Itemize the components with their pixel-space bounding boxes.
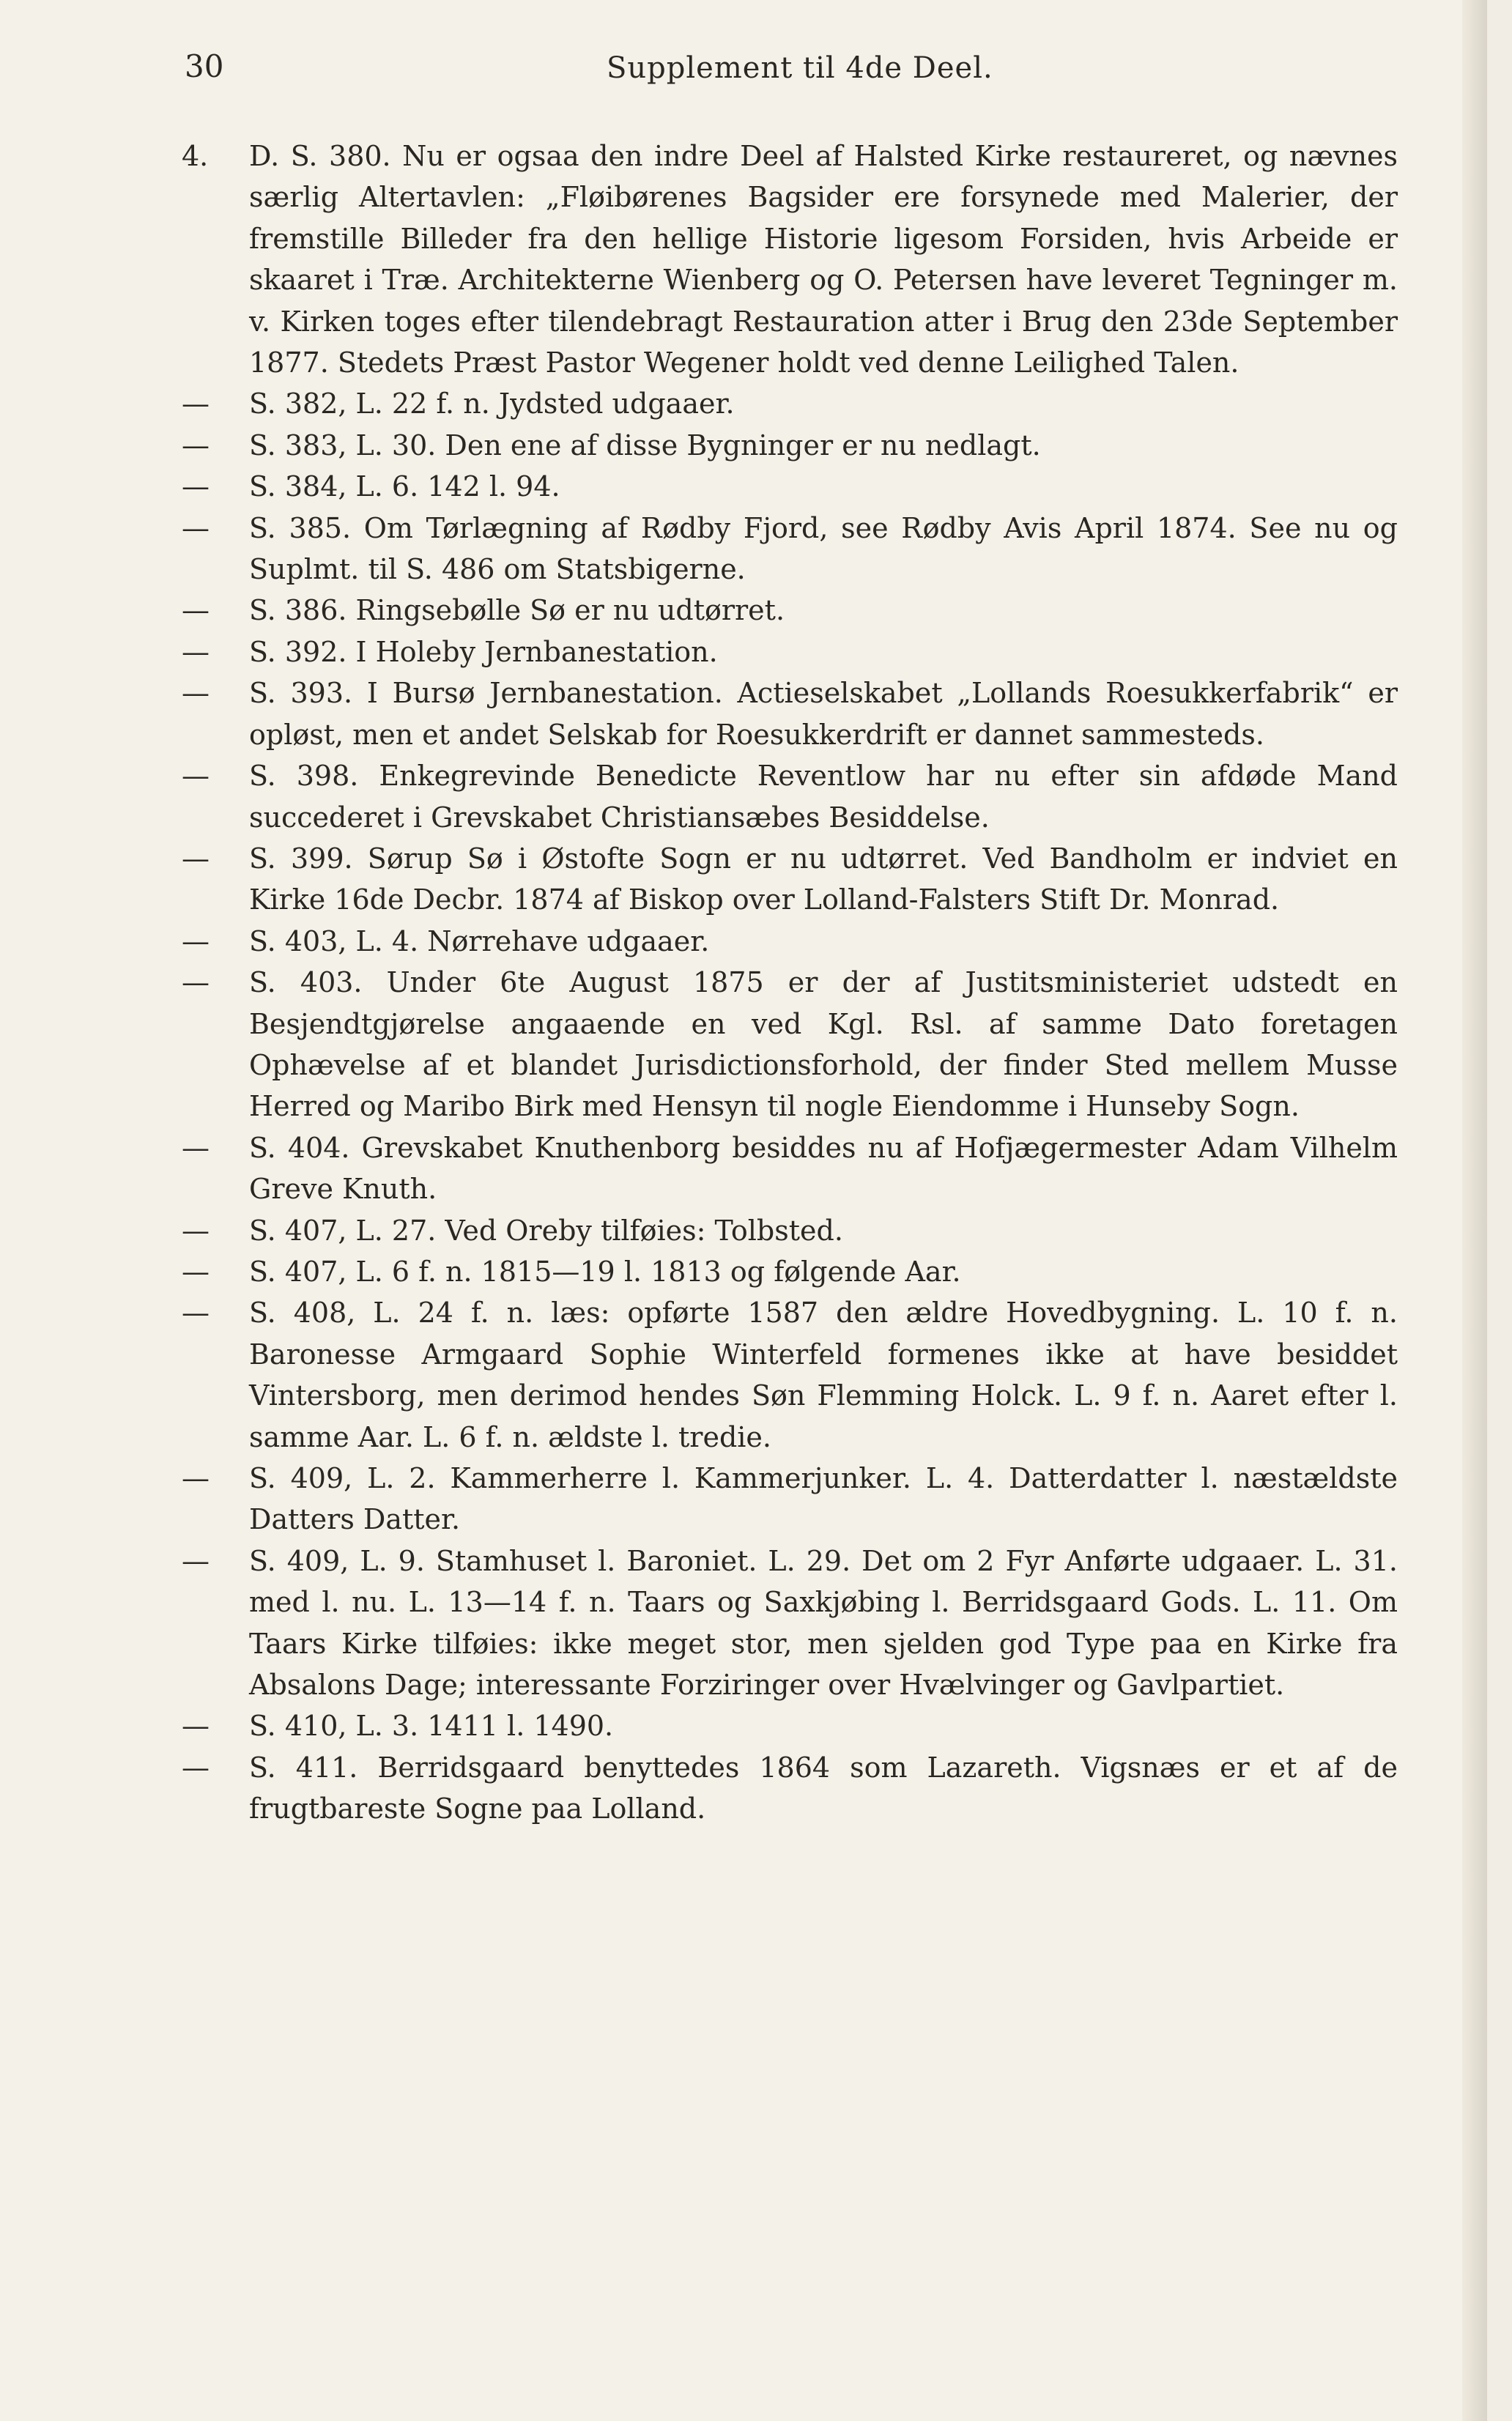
list-item [182, 1705, 1398, 1746]
entry-marker: — [182, 1710, 210, 1743]
list-item [182, 590, 1398, 631]
entry-marker: — [182, 1255, 210, 1288]
entry-text: S. 386. Ringsebølle Sø er nu udtørret. [249, 594, 785, 627]
list-item [182, 466, 1398, 507]
list-item [182, 672, 1398, 755]
entry-text: S. 393. I Bursø Jernbanestation. Actieselskabet „Lollands Roesukkerfabrik“ er opløst, men et andet Selskab for Roesukkerdrift er dannet sammesteds. [249, 677, 1398, 751]
entry-marker: — [182, 388, 210, 420]
entry-marker: — [182, 924, 210, 957]
list-item [182, 1747, 1398, 1830]
entry-text: S. 404. Grevskabet Knuthenborg besiddes nu af Hofjægermester Adam Vilhelm Greve Knuth. [249, 1131, 1398, 1206]
entry-text: S. 383, L. 30. Den ene af disse Bygninger er nu nedlagt. [249, 429, 1041, 461]
entry-marker: — [182, 1751, 210, 1784]
entry-text: S. 409, L. 2. Kammerherre l. Kammerjunker. L. 4. Datterdatter l. næstældste Datters Datter. [249, 1462, 1398, 1536]
entry-marker: — [182, 429, 210, 461]
list-item [182, 838, 1398, 921]
entry-marker: — [182, 511, 210, 544]
entry-text: S. 411. Berridsgaard benyttedes 1864 som Lazareth. Vigsnæs er et af de frugtbareste Sogne paa Lolland. [249, 1751, 1398, 1825]
entry-text: S. 407, L. 27. Ved Oreby tilføies: Tolbsted. [249, 1214, 843, 1247]
entry-marker: 4. [182, 140, 209, 172]
entry-text: S. 410, L. 3. 1411 l. 1490. [249, 1710, 614, 1743]
entry-text: S. 403. Under 6te August 1875 er der af Justitsministeriet udstedt en Besjendtgjørelse angaaende en ved Kgl. Rsl. af samme Dato foretagen Ophævelse af et blandet Jurisdictionsforhold, der finder Sted mellem Musse Herred og Maribo Birk med Hensyn til nogle Eiendomme i Hunseby Sogn. [249, 966, 1398, 1123]
entry-marker: — [182, 635, 210, 668]
entry-marker: — [182, 677, 210, 710]
running-head: Supplement til 4de Deel. [607, 51, 993, 85]
list-item [182, 1292, 1398, 1458]
entry-text: S. 385. Om Tørlægning af Rødby Fjord, see Rødby Avis April 1874. See nu og Suplmt. til S. 486 om Statsbigerne. [249, 511, 1398, 586]
entry-text: S. 407, L. 6 f. n. 1815—19 l. 1813 og følgende Aar. [249, 1255, 961, 1288]
list-item [182, 1127, 1398, 1210]
entry-marker: — [182, 760, 210, 793]
list-item [182, 425, 1398, 466]
list-item [182, 1541, 1398, 1706]
list-item [182, 136, 1398, 383]
list-item [182, 631, 1398, 672]
page-number: 30 [185, 48, 224, 84]
entry-text: S. 392. I Holeby Jernbanestation. [249, 635, 718, 668]
entry-marker: — [182, 470, 210, 503]
page-edge [1462, 0, 1487, 2421]
entry-marker: — [182, 1214, 210, 1247]
entry-text: S. 409, L. 9. Stamhuset l. Baroniet. L. 29. Det om 2 Fyr Anførte udgaaer. L. 31. med l. nu. L. 13—14 f. n. Taars og Saxkjøbing l. Berridsgaard Gods. L. 11. Om Taars Kirke tilføies: ikke meget stor, men sjelden god Type paa en Kirke fra Absalons Dage; interessante Forziringer over Hvælvinger og Gavlpartiet. [249, 1544, 1398, 1702]
entry-marker: — [182, 594, 210, 627]
list-item [182, 921, 1398, 962]
entry-marker: — [182, 1131, 210, 1164]
entry-text: D. S. 380. Nu er ogsaa den indre Deel af Halsted Kirke restaureret, og nævnes særlig Altertavlen: „Fløibørenes Bagsider ere forsynede med Malerier, der fremstille Billeder fra den hellige Historie ligesom Forsiden, hvis Arbeide er skaaret i Træ. Architekterne Wienberg og O. Petersen have leveret Tegninger m. v. Kirken toges efter tilendebragt Restauration atter i Brug den 23de September 1877. Stedets Præst Pastor Wegener holdt ved denne Leilighed Talen. [249, 140, 1398, 379]
entry-text: S. 384, L. 6. 142 l. 94. [249, 470, 560, 503]
entry-list [182, 136, 1398, 1830]
entry-marker: — [182, 842, 210, 875]
entry-text: S. 382, L. 22 f. n. Jydsted udgaaer. [249, 388, 735, 420]
list-item [182, 962, 1398, 1127]
page-header [182, 42, 1324, 101]
entry-text: S. 408, L. 24 f. n. læs: opførte 1587 den ældre Hovedbygning. L. 10 f. n. Baronesse Armgaard Sophie Winterfeld formenes ikke at have besiddet Vintersborg, men derimod hendes Søn Flemming Holck. L. 9 f. n. Aaret efter l. samme Aar. L. 6 f. n. ældste l. tredie. [249, 1297, 1398, 1453]
entry-text: S. 403, L. 4. Nørrehave udgaaer. [249, 924, 710, 957]
list-item [182, 755, 1398, 838]
list-item [182, 383, 1398, 424]
entry-marker: — [182, 1462, 210, 1494]
entry-marker: — [182, 1544, 210, 1577]
list-item [182, 508, 1398, 590]
entry-text: S. 398. Enkegrevinde Benedicte Reventlow har nu efter sin afdøde Mand succederet i Grevskabet Christiansæbes Besiddelse. [249, 760, 1398, 834]
list-item [182, 1251, 1398, 1292]
list-item [182, 1210, 1398, 1251]
entry-marker: — [182, 966, 210, 999]
entry-text: S. 399. Sørup Sø i Østofte Sogn er nu udtørret. Ved Bandholm er indviet en Kirke 16de Decbr. 1874 af Biskop over Lolland-Falsters Stift Dr. Monrad. [249, 842, 1398, 916]
list-item [182, 1458, 1398, 1541]
entry-marker: — [182, 1297, 210, 1330]
